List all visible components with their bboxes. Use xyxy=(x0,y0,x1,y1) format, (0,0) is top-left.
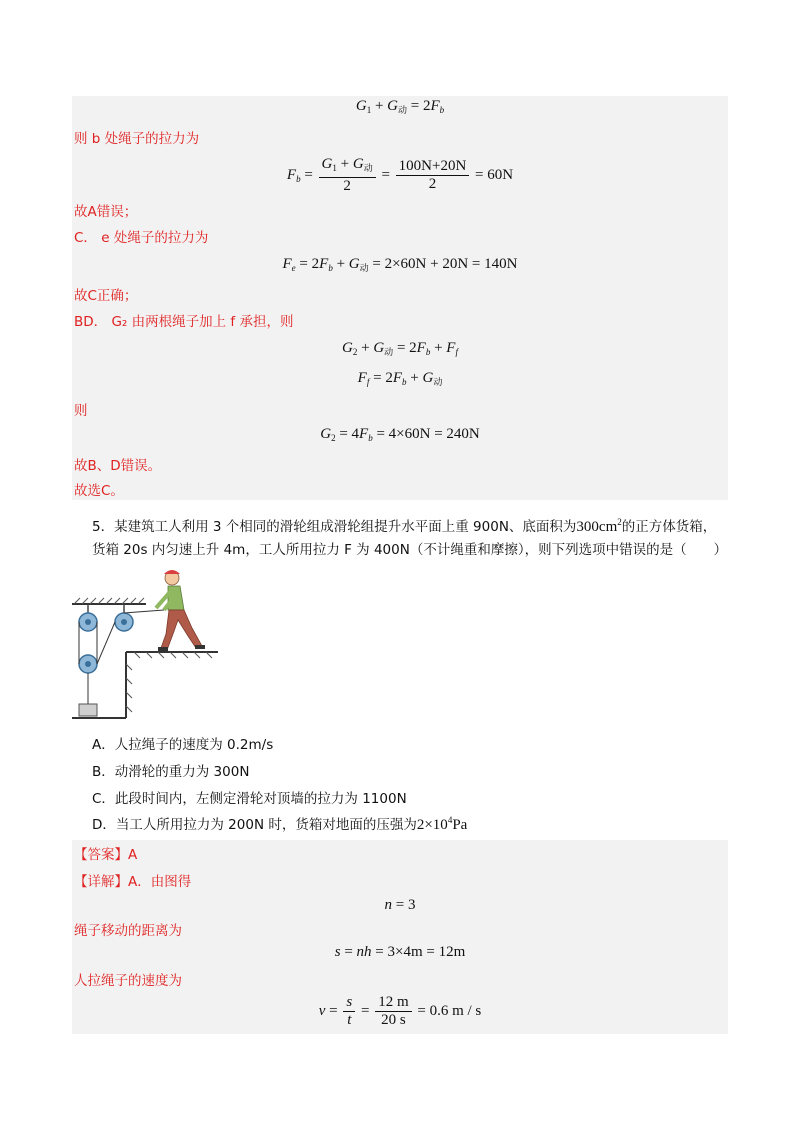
pulley-figure xyxy=(68,564,228,724)
equation-g2-sum: $G_2 + G_动 = 2F_b + F_f$ xyxy=(342,340,458,357)
question-text-b: 的正方体货箱， xyxy=(621,519,717,535)
equation-n: n = 3 xyxy=(384,897,416,913)
question-line-1 xyxy=(92,513,716,536)
solution-text-2: 故A错误； xyxy=(74,204,138,220)
solution-text-8: 故选C。 xyxy=(74,483,124,499)
equation-s: s = nh = 3×4m = 12m xyxy=(334,944,466,960)
pressure-value: $2\times 10^4Pa$ xyxy=(416,815,468,833)
equation-g1-gdong: $G_1 + G_动 = 2F_b$ xyxy=(355,98,445,115)
solution-text-6: 则 xyxy=(74,403,88,419)
question-text-a: 5．某建筑工人利用 3 个相同的滑轮组成滑轮组提升水平面上重 900N、底面积为 xyxy=(92,519,577,535)
equation-g2: $G_2 = 4F_b = 4\times 60N = 240N$ xyxy=(320,426,480,443)
equation-fe: $F_e = 2F_b + G_动 = 2\times 60N + 20N = 140N$ xyxy=(282,256,518,273)
option-d: D．当工人所用拉力为 200N 时，货箱对地面的压强为 xyxy=(92,817,417,833)
cargo-box xyxy=(79,704,97,716)
option-b[interactable]: B．动滑轮的重力为 300N xyxy=(92,764,250,780)
solution-text-1: 则 b 处绳子的拉力为 xyxy=(74,131,200,147)
question-line-2: 货箱 20s 内匀速上升 4m，工人所用拉力 F 为 400N（不计绳重和摩擦），则下列选项中错误的是（ ） xyxy=(92,542,728,558)
equation-ff: $F_f = 2F_b + G_动$ xyxy=(357,370,443,387)
option-c[interactable]: C．此段时间内，左侧定滑轮对顶墙的拉力为 1100N xyxy=(92,791,407,807)
solution-text-5: BD． G₂ 由两根绳子加上 f 承担，则 xyxy=(74,314,294,330)
answer-text-speed: 人拉绳子的速度为 xyxy=(74,973,182,989)
equation-fb: $F_b$ = $\frac{G_1 + G_动}{2}$ = $\frac{100N+20N}{2}$ = 60N xyxy=(286,156,514,194)
solution-text-7: 故B、D错误。 xyxy=(74,458,162,474)
option-d-line[interactable] xyxy=(92,813,467,834)
equation-v: v = $\frac{s}{t}$ = $\frac{12 m}{20 s}$ = 0.6 m / s xyxy=(318,994,482,1028)
detail-label: 【详解】A．由图得 xyxy=(74,874,192,890)
option-a[interactable]: A．人拉绳子的速度为 0.2m/s xyxy=(92,737,274,753)
solution-text-3: C． e 处绳子的拉力为 xyxy=(74,230,209,246)
answer-label: 【答案】A xyxy=(74,847,138,863)
answer-text-distance: 绳子移动的距离为 xyxy=(74,923,182,939)
area-value: $300cm^2$ xyxy=(576,517,622,535)
solution-text-4: 故C正确； xyxy=(74,288,138,304)
